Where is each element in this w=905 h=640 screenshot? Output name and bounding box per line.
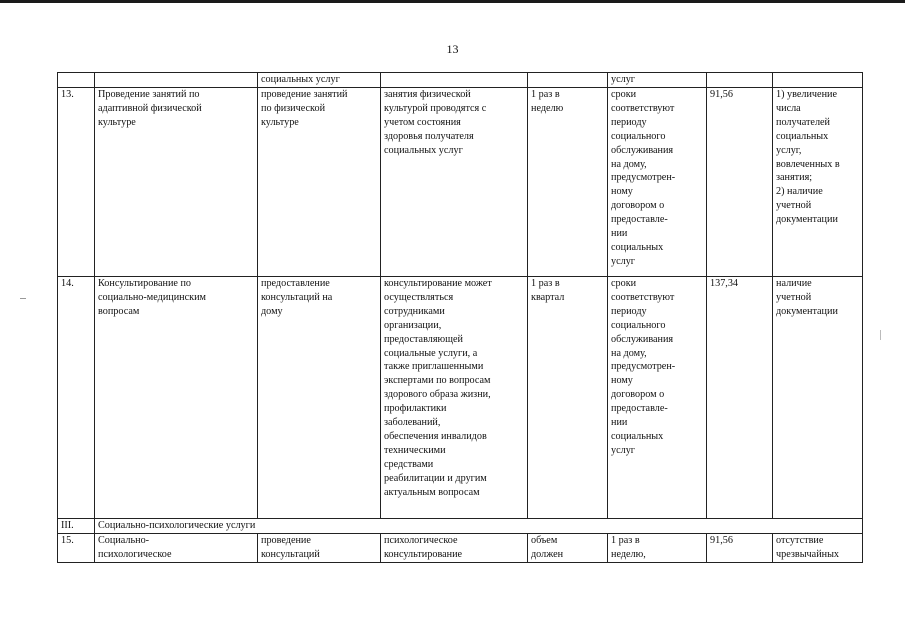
cell-service: Проведение занятий по адаптивной физической культуре <box>95 88 258 277</box>
cell-number: 15. <box>58 534 95 563</box>
cell-number: 14. <box>58 277 95 519</box>
cell-conditions: психологическое консультирование <box>381 534 528 563</box>
services-table <box>57 72 863 563</box>
cell-indicators: наличие учетной документации <box>773 277 863 519</box>
cell-number: 13. <box>58 88 95 277</box>
cell-number <box>58 73 95 88</box>
cell-service: Социально- психологическое <box>95 534 258 563</box>
cell-conditions: занятия физической культурой проводятся с учетом состояния здоровья получателя социальных услуг <box>381 88 528 277</box>
cell-tariff: 91,56 <box>707 534 773 563</box>
cell-indicators: отсутствие чрезвычайных <box>773 534 863 563</box>
cell-indicators: 1) увеличение числа получателей социальных услуг, вовлеченных в занятия; 2) наличие учетной документации <box>773 88 863 277</box>
table-row <box>58 277 863 519</box>
cell-terms: 1 раз в неделю, <box>608 534 707 563</box>
cell-frequency: 1 раз в квартал <box>528 277 608 519</box>
section-number: III. <box>58 519 95 534</box>
margin-mark <box>880 330 881 340</box>
cell-description: социальных услуг <box>258 73 381 88</box>
cell-tariff: 91,56 <box>707 88 773 277</box>
table-row <box>58 88 863 277</box>
cell-description: проведение занятий по физической культуре <box>258 88 381 277</box>
cell-description: проведение консультаций <box>258 534 381 563</box>
margin-mark <box>20 298 26 299</box>
page-number: 13 <box>446 42 459 56</box>
page-top-border <box>0 0 905 3</box>
cell-frequency: 1 раз в неделю <box>528 88 608 277</box>
cell-tariff <box>707 73 773 88</box>
cell-conditions <box>381 73 528 88</box>
cell-service: Консультирование по социально-медицинским вопросам <box>95 277 258 519</box>
cell-terms: сроки соответствуют периоду социального обслуживания на дому, предусмотрен- ному договором о предоставле- нии социальных услуг <box>608 88 707 277</box>
cell-frequency <box>528 73 608 88</box>
section-row <box>58 519 863 534</box>
cell-service <box>95 73 258 88</box>
cell-terms: сроки соответствуют периоду социального обслуживания на дому, предусмотрен- ному договором о предоставле- нии социальных услуг <box>608 277 707 519</box>
cell-indicators <box>773 73 863 88</box>
section-title: Социально-психологические услуги <box>95 519 863 534</box>
table-row <box>58 73 863 88</box>
table-row <box>58 534 863 563</box>
cell-tariff: 137,34 <box>707 277 773 519</box>
cell-frequency: объем должен <box>528 534 608 563</box>
cell-conditions: консультирование может осуществляться сотрудниками организации, предоставляющей социальные услуги, а также приглашенными экспертами по вопросам здорового образа жизни, профилактики заболеваний, обеспечения инвалидов техническими средствами реабилитации и другим актуальным вопросам <box>381 277 528 519</box>
cell-description: предоставление консультаций на дому <box>258 277 381 519</box>
cell-terms: услуг <box>608 73 707 88</box>
